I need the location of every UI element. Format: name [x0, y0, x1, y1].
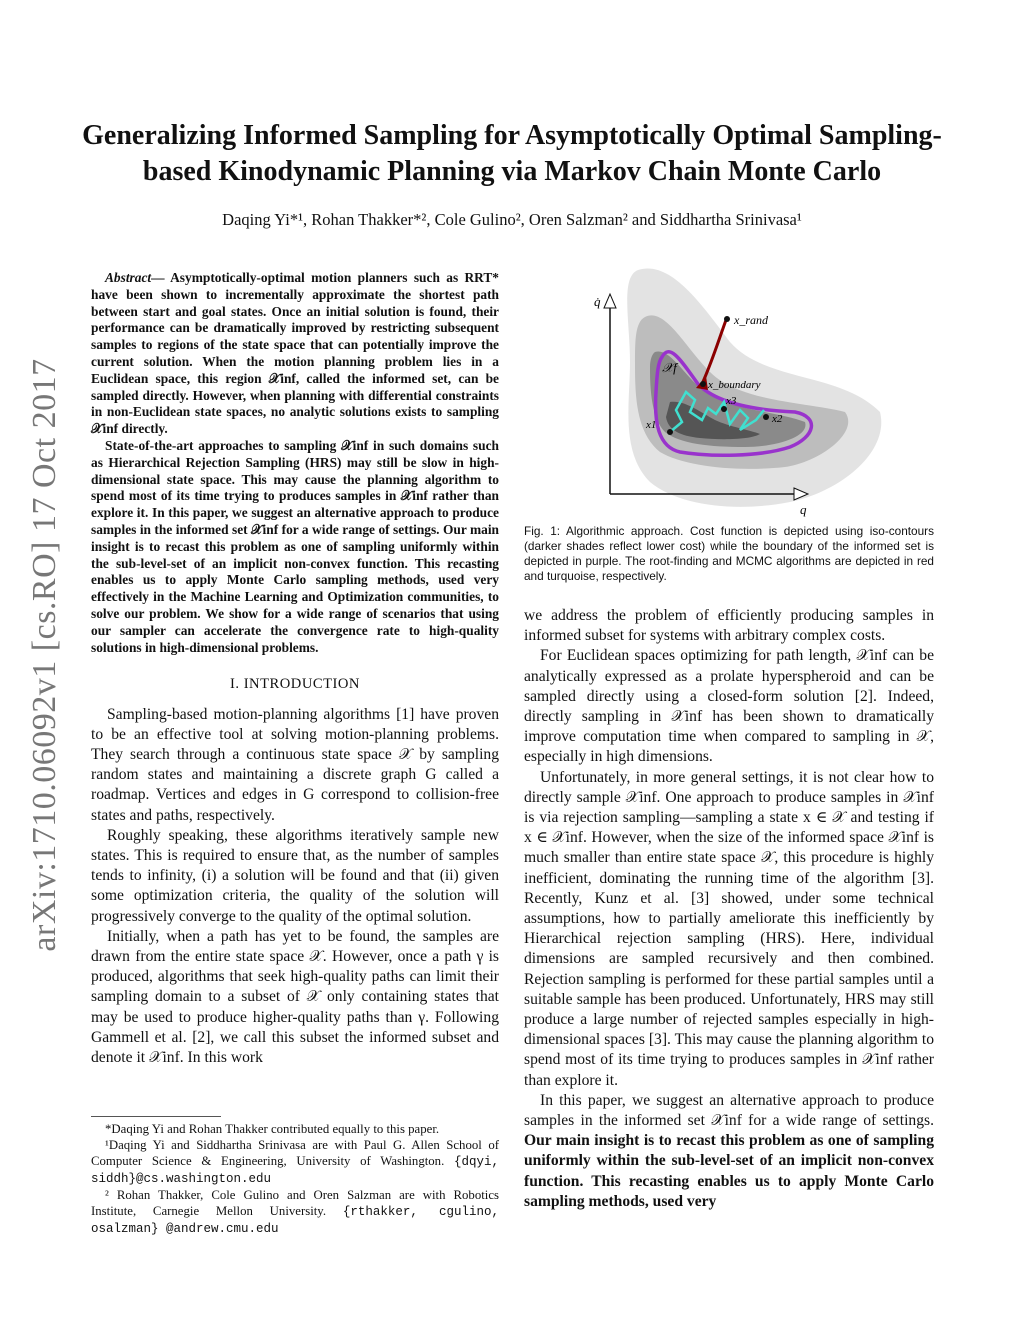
footnote-rule: [91, 1116, 221, 1117]
label-xf: 𝒳f: [662, 360, 677, 375]
right-paragraph-1: For Euclidean spaces optimizing for path length, 𝒳inf can be analytically expressed as a prolate hyperspheroid and can be sampled directly using a closed-form solution [2]. Indeed, directly sampling in 𝒳inf has been shown to dramatically improve computation time when compared to sampling in 𝒳, especially in high dimensions.: [524, 647, 934, 766]
point-x1: [667, 429, 673, 435]
axis-label-x: q: [800, 502, 807, 517]
point-x2: [763, 414, 769, 420]
abstract: [91, 270, 499, 656]
footnote-equal-contribution: *Daqing Yi and Rohan Thakker contributed equally to this paper.: [105, 1122, 440, 1136]
label-x1: x1: [646, 419, 657, 431]
intro-paragraph-2: Roughly speaking, these algorithms iteratively sample new states. This is required to ensure that, as the number of samples tends to infinity, (i) a solution will be found and that (ii) given some optimization criteria, the quality of the solution will progressively converge to the quality of the optimal solution.: [91, 826, 499, 925]
footnote-cmu: [91, 1187, 499, 1237]
right-paragraph-3: [524, 1091, 934, 1212]
right-paragraph-3-bold: Our main insight is to recast this problem as one of sampling uniformly within the sub-level-set of an implicit non-convex function. This recasting enables us to apply Monte Carlo sampling methods, used very: [524, 1132, 934, 1210]
label-xrand: x_rand: [734, 313, 768, 327]
right-paragraph-0: we address the problem of efficiently producing samples in informed subset for systems with arbitrary complex costs.: [524, 607, 934, 645]
intro-paragraph-1: Sampling-based motion-planning algorithms [1] have proven to be an effective tool at solving motion-planning problems. They search through a continuous state space 𝒳 by sampling random states and maintaining a discrete graph G called a roadmap. Vertices and edges in G correspond to collision-free states and paths, respectively.: [91, 705, 499, 824]
abstract-paragraph-1: [91, 270, 499, 438]
footnote-cmu-text: ² Rohan Thakker, Cole Gulino and Oren Salzman are with Robotics Institute, Carnegie Mellon University.: [91, 1188, 499, 1218]
paper-authors: Daqing Yi*¹, Rohan Thakker*², Cole Gulino², Oren Salzman² and Siddhartha Srinivasa¹: [222, 210, 802, 229]
footnote-cmu-email[interactable]: {rthakker, cgulino, osalzman} @andrew.cmu.edu: [91, 1205, 499, 1236]
label-xboundary: x_boundary: [708, 379, 761, 391]
footnote-uw-email[interactable]: {dqyi, siddh}@cs.washington.edu: [91, 1155, 499, 1186]
right-column-body: [524, 606, 934, 1212]
label-x3: x3: [726, 395, 737, 407]
figure-1-caption: Fig. 1: Algorithmic approach. Cost function is depicted using iso-contours (darker shades reflect lower cost) while the boundary of the informed set is depicted in purple. The root-finding and MCMC algorithms are depicted in red and turquoise, respectively.: [524, 524, 934, 583]
right-paragraph-2: Unfortunately, in more general settings, it is not clear how to directly sample 𝒳inf. One approach to produce samples in 𝒳inf is via rejection sampling—sampling a state x ∈ 𝒳 and testing if x ∈ 𝒳inf. However, when the size of the informed space 𝒳inf is much smaller than entire state space 𝒳, this procedure is highly inefficient, dominating the running time of the algorithm [3]. Recently, Kunz et al. [3] showed, under some technical assumptions, how to partially ameliorate this inefficiently by Hierarchical rejection sampling (HRS). Here, individual dimensions are sampled recursively and then combined. Rejection sampling is performed for these partial samples until a suitable sample has been produced. Unfortunately, HRS may still produce a large number of rejected samples especially in high-dimensional spaces [3]. This may cause the planning algorithm to spend most of its time trying to produces samples in 𝒳inf rather than explore it.: [524, 768, 934, 1089]
paper-title: Generalizing Informed Sampling for Asymptotically Optimal Sampling-based Kinodynamic Planning via Markov Chain Monte Carlo: [82, 120, 942, 187]
right-paragraph-3-text: In this paper, we suggest an alternative approach to produce samples in the informed set 𝒳inf for a wide range of settings.: [524, 1091, 934, 1130]
footnotes: [91, 1116, 499, 1237]
figure-1: [590, 262, 890, 522]
section-heading-introduction: I. INTRODUCTION: [230, 676, 360, 693]
axis-label-y: q̇: [594, 294, 601, 309]
intro-paragraph-3: Initially, when a path has yet to be found, the samples are drawn from the entire state space 𝒳. However, once a path γ is produced, algorithms that seek high-quality paths can limit their sampling domain to a subset of 𝒳 only containing states that may be used to produce higher-quality paths than γ. Following Gammell et al. [2], we call this subset the informed subset and denote it 𝒳inf. In this work: [91, 927, 499, 1066]
arxiv-sidebar: [20, 350, 70, 960]
abstract-text-1: — Asymptotically-optimal motion planners such as RRT* have been shown to incrementally approximate the shortest path between start and goal states. Once an initial solution is found, their performance can be dramatically improved by restricting subsequent samples to regions of the state space that can potentially improve the current solution. When the motion planning problem lies in a Euclidean space, this region 𝒳inf, called the informed set, can be sampled directly. However, when planning with differential constraints in non-Euclidean state spaces, no analytic solutions exists to sampling 𝒳inf directly.: [91, 270, 499, 437]
point-xboundary: [700, 381, 706, 387]
footnote-uw-text: ¹Daqing Yi and Siddhartha Srinivasa are with Paul G. Allen School of Computer Science & Engineering, University of Washington.: [91, 1138, 499, 1168]
arxiv-identifier: arXiv:1710.06092v1 [cs.RO] 17 Oct 2017: [26, 358, 63, 952]
y-axis-arrow: [604, 294, 616, 308]
intro-body: [91, 705, 499, 1069]
abstract-label: Abstract: [105, 270, 152, 285]
label-x2: x2: [772, 413, 783, 425]
point-xrand: [724, 316, 730, 322]
left-column: [91, 270, 499, 1068]
footnote-uw: [91, 1137, 499, 1187]
abstract-paragraph-2: State-of-the-art approaches to sampling 𝒳inf in such domains such as Hierarchical Rejection Sampling (HRS) may still be slow in high-dimensional state space. This may cause the planning algorithm to spend most of its time trying to produces samples in 𝒳inf rather than explore it. In this paper, we suggest an alternative approach to produce samples in the informed set 𝒳inf for a wide range of settings. Our main insight is to recast this problem as one of sampling uniformly within the sub-level-set of an implicit non-convex function. This recasting enables us to apply Monte Carlo sampling methods, used very effectively in the Machine Learning and Optimization communities, to solve our problem. We show for a wide range of scenarios that using our sampler can accelerate the convergence rate to high-quality solutions in high-dimensional problems.: [91, 437, 499, 655]
